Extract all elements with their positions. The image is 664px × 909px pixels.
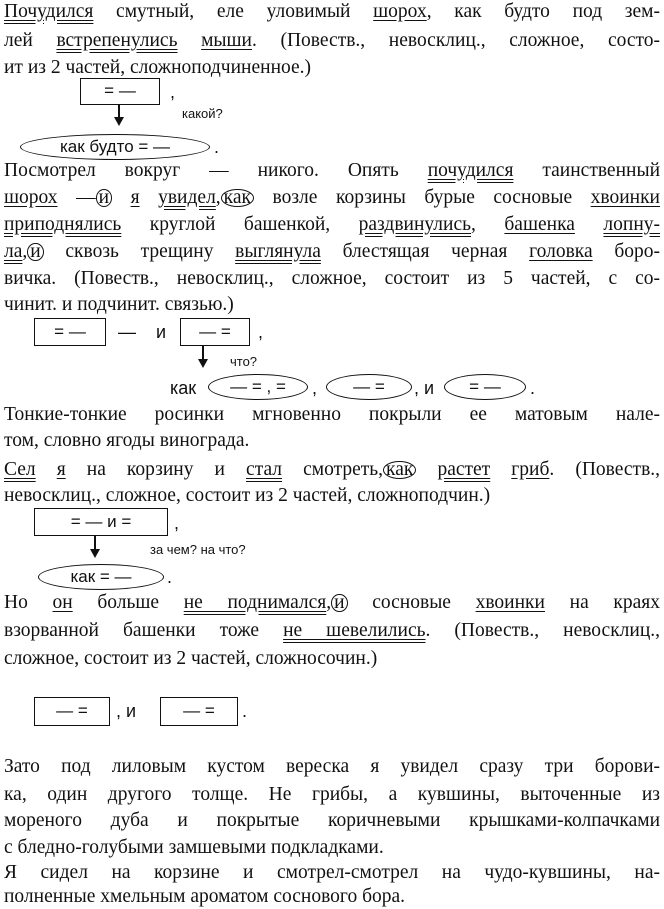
p4-line-1: Сел я на корзину и стал смотреть, как растет гриб. (Повеств., <box>4 459 661 480</box>
predicate: Почудился <box>4 1 94 22</box>
p1-line-3: ит из 2 частей, сложноподчиненное.) <box>4 57 312 78</box>
predicate: увидел <box>158 187 216 208</box>
conjunction-circled: и <box>27 243 43 261</box>
p7-line-1: Я сидел на корзине и смотрел-смотрел на чудо-кувшины, на- <box>4 862 660 883</box>
scheme-2-oval-3: = — <box>444 374 526 400</box>
scheme-2-conjunction: и <box>156 322 167 342</box>
scheme-2-question: что? <box>230 354 258 369</box>
conjunction-circled: как <box>221 189 254 207</box>
subject: хвоинки <box>590 187 660 208</box>
scheme-2-dot: . <box>530 378 536 398</box>
p6-line-2: ка, один другого толще. Не грибы, а кувшины, выточенные из <box>4 784 660 805</box>
scheme-1-comma: , <box>170 82 176 102</box>
scheme-2-oval-1: — = , = <box>208 374 308 400</box>
p5-line-2: взорванной башенки тоже не шевелились. (Повеств., невосклиц., <box>4 620 661 641</box>
scheme-2-box-2: — = <box>180 318 250 346</box>
subject: мыши <box>201 30 252 51</box>
scheme-1-subordinate-oval: как будто = — <box>20 134 210 160</box>
p7-line-2: полненные хмельным ароматом соснового бора. <box>4 886 406 907</box>
scheme-1-arrow-head <box>114 117 124 126</box>
predicate: раздвинулись <box>358 214 472 235</box>
scheme-2-arrow-line <box>202 346 204 360</box>
scheme-3-subordinate-oval: как = — <box>38 564 164 590</box>
conjunction-circled: и <box>96 189 112 207</box>
scheme-3-arrow-head <box>90 549 100 558</box>
scheme-3-dot: . <box>167 567 173 587</box>
scheme-1-dot: . <box>214 137 220 157</box>
predicate: ла <box>4 241 23 262</box>
scheme-2-box-1: = — <box>34 318 106 346</box>
scheme-4-separator: , и <box>116 701 137 721</box>
predicate: растет <box>437 459 491 480</box>
p4-line-2: невосклиц., сложное, состоит из 2 частей, сложноподчин.) <box>4 485 491 506</box>
p2-line-3: приподнялись круглой башенкой, раздвинулись, башенка лопну- <box>4 214 661 235</box>
predicate: выглянула <box>235 241 321 262</box>
subject: я <box>56 459 66 480</box>
scheme-3-question: за чем? на что? <box>150 542 246 557</box>
scheme-4-box-1: — = <box>34 697 110 726</box>
scheme-4-dot: . <box>242 701 248 721</box>
subject: шорох <box>373 1 427 22</box>
scheme-2-comma-1: , <box>312 378 318 398</box>
subject: гриб <box>511 459 550 480</box>
conjunction-circled: как <box>383 461 416 479</box>
scheme-1-main-box: = — <box>80 78 160 105</box>
scheme-3-comma: , <box>174 513 180 533</box>
p2-line-5: вичка. (Повеств., невосклиц., сложное, состоит из 5 частей, с со- <box>4 268 660 289</box>
p2-line-6: чинит. и подчинит. связью.) <box>4 294 234 315</box>
p5-line-1: Но он больше не поднимался, и сосновые хвоинки на краях <box>4 592 660 613</box>
scheme-1-question: какой? <box>182 106 223 121</box>
scheme-4-box-2: — = <box>160 697 238 726</box>
p2-line-4: ла, и сквозь трещину выглянула блестящая черная головка боро- <box>4 241 661 262</box>
predicate: почудился <box>427 160 514 181</box>
scheme-2-comma: , <box>258 322 264 342</box>
scheme-2-oval-2: — = <box>326 374 412 400</box>
p5-line-3: сложное, состоит из 2 частей, сложносочин.) <box>4 648 378 669</box>
scheme-2-comma-and: , и <box>414 378 435 398</box>
predicate: лопну- <box>603 214 661 235</box>
predicate: стал <box>246 459 283 480</box>
p6-line-4: с бледно-голубыми замшевыми подкладками. <box>4 837 384 858</box>
p2-line-1: Посмотрел вокруг — никого. Опять почудился таинственный <box>4 160 660 181</box>
p6-line-1: Зато под лиловым кустом вереска я увидел сразу три борови- <box>4 756 660 777</box>
p2-line-2: шорох — и я увидел, как возле корзины бурые сосновые хвоинки <box>4 187 660 208</box>
predicate: Сел <box>4 459 36 480</box>
subject: хвоинки <box>475 592 545 613</box>
p1-line-2: лей встрепенулись мыши. (Повеств., невосклиц., сложное, состо- <box>4 30 660 51</box>
predicate: встрепенулись <box>56 30 178 51</box>
p3-line-1: Тонкие-тонкие росинки мгновенно покрыли ее матовым нале- <box>4 404 660 425</box>
scheme-3-arrow-line <box>94 536 96 550</box>
p3-line-2: том, словно ягоды винограда. <box>4 430 250 451</box>
predicate: не шевелились <box>283 620 426 641</box>
subject: шорох <box>4 187 58 208</box>
subject: головка <box>529 241 593 262</box>
p1-line-1: Почудился смутный, еле уловимый шорох, как будто под зем- <box>4 1 660 22</box>
scheme-2-kak: как <box>170 378 197 398</box>
scheme-2-arrow-head <box>198 359 208 368</box>
subject: он <box>52 592 73 613</box>
predicate: приподнялись <box>4 214 122 235</box>
p6-line-3: мореного дуба и покрытые коричневыми крышками-колпачками <box>4 810 660 831</box>
predicate: не поднимался <box>183 592 327 613</box>
conjunction-circled: и <box>331 594 347 612</box>
subject: башенка <box>504 214 575 235</box>
scheme-2-dash: — <box>118 322 136 342</box>
subject: я <box>130 187 140 208</box>
scheme-3-main-box: = — и = <box>34 508 168 536</box>
